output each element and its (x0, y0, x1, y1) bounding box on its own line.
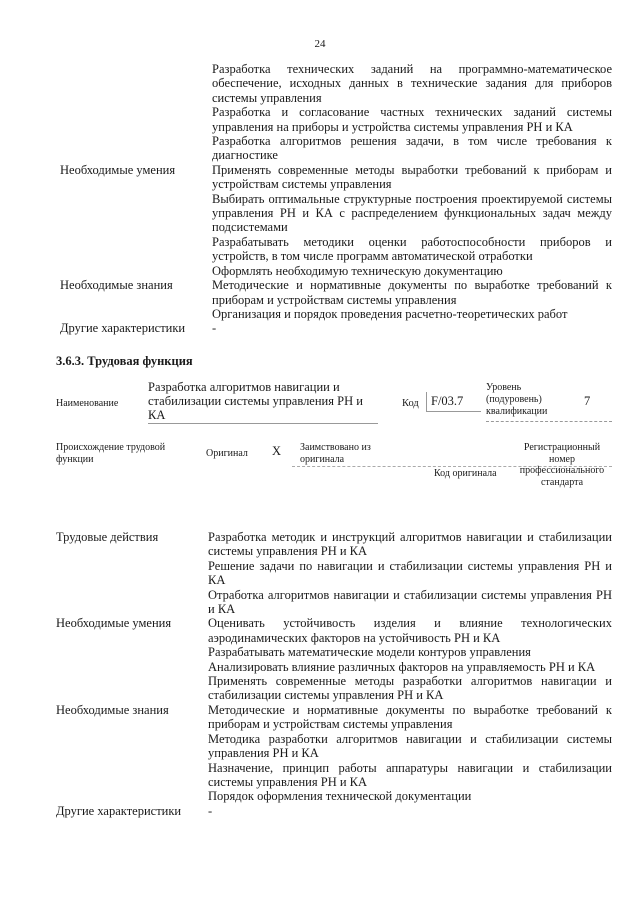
bottom-characteristics-block (56, 530, 612, 818)
actions-label: Трудовые действия (56, 530, 159, 544)
skills-label: Необходимые умения (60, 162, 176, 177)
knowledge-item: Организация и порядок проведения расчетно-теоретических работ (212, 306, 568, 321)
original-label: Оригинал (206, 448, 248, 459)
continuation-item: Разработка алгоритмов решения задачи, в том числе требования к диагностике (212, 134, 612, 163)
knowledge-item: Методика разработки алгоритмов навигации и стабилизации системы управления РН и КА (208, 731, 612, 761)
continuation-row (60, 62, 612, 163)
section-title: 3.6.3. Трудовая функция (56, 354, 193, 368)
top-characteristics-block (60, 62, 612, 336)
page-number: 24 (314, 38, 326, 50)
level-label: Уровень (подуровень) квалификации (486, 382, 548, 417)
other-row (60, 321, 612, 335)
action-item: Решение задачи по навигации и стабилизации системы управления РН и КА (208, 558, 612, 588)
level-underline (486, 421, 612, 422)
action-item: Отработка алгоритмов навигации и стабилизации системы управления РН и КА (208, 587, 612, 617)
knowledge-item: Назначение, принцип работы аппаратуры навигации и стабилизации системы управления РН и КА (208, 760, 612, 789)
skills-row (60, 163, 612, 278)
name-value: Разработка алгоритмов навигации и стабилизации системы управления РН и КА (148, 380, 378, 424)
other-label: Другие характеристики (56, 803, 182, 818)
knowledge-item: Порядок оформления технической документации (208, 789, 472, 804)
continuation-item: Разработка технических заданий на программно-математическое обеспечение, исходных данных в технические задания для приборов системы управления (212, 62, 612, 105)
action-item: Разработка методик и инструкций алгоритмов навигации и стабилизации системы управления РН и КА (208, 530, 612, 559)
other-row (56, 804, 612, 818)
skill-item: Применять современные методы разработки алгоритмов навигации и стабилизации системы управления РН и КА (208, 674, 612, 703)
continuation-item: Разработка и согласование частных технических заданий системы управления на приборы и устройства системы управления РН и КА (212, 105, 612, 134)
skill-item: Выбирать оптимальные структурные построения проектируемой системы управления РН и КА с распределением функциональных задач между подсистемами (212, 191, 612, 235)
knowledge-label: Необходимые знания (60, 278, 173, 293)
origin-section (56, 442, 612, 522)
actions-row (56, 530, 612, 616)
skill-item: Оформлять необходимую техническую документацию (212, 263, 503, 278)
original-code-label: Код оригинала (434, 468, 497, 479)
code-value: F/03.7 (426, 392, 481, 412)
name-label: Наименование (56, 398, 119, 409)
knowledge-label: Необходимые знания (56, 702, 169, 717)
skill-item: Оценивать устойчивость изделия и влияние технологических аэродинамических факторов на устойчивость РН и КА (208, 616, 612, 645)
skill-item: Анализировать влияние различных факторов на управляемость РН и КА (208, 659, 596, 674)
knowledge-row (60, 278, 612, 321)
code-label: Код (402, 398, 419, 409)
other-value: - (208, 803, 213, 818)
borrowed-label: Заимствовано из оригинала (300, 442, 371, 465)
origin-label: Происхождение трудовой функции (56, 442, 166, 465)
knowledge-item: Методические и нормативные документы по выработке требований к приборам и устройствам системы управления (212, 278, 612, 307)
skills-row (56, 616, 612, 702)
function-header (56, 378, 612, 424)
skill-item: Разрабатывать методики оценки работоспособности приборов и устройств, в том числе программ автоматической отработки (212, 234, 612, 264)
original-mark: X (272, 444, 282, 458)
other-label: Другие характеристики (60, 321, 186, 336)
reg-number-label: Регистрационный номер профессионального стандарта (519, 442, 605, 488)
other-value: - (212, 321, 217, 336)
knowledge-item: Методические и нормативные документы по выработке требований к приборам и устройствам системы управления (208, 702, 612, 732)
level-value: 7 (584, 394, 591, 408)
skills-label: Необходимые умения (56, 616, 172, 631)
skill-item: Разрабатывать математические модели контуров управления (208, 645, 531, 660)
knowledge-row (56, 703, 612, 804)
skill-item: Применять современные методы выработки требований к приборам и устройствам системы управления (212, 162, 612, 192)
